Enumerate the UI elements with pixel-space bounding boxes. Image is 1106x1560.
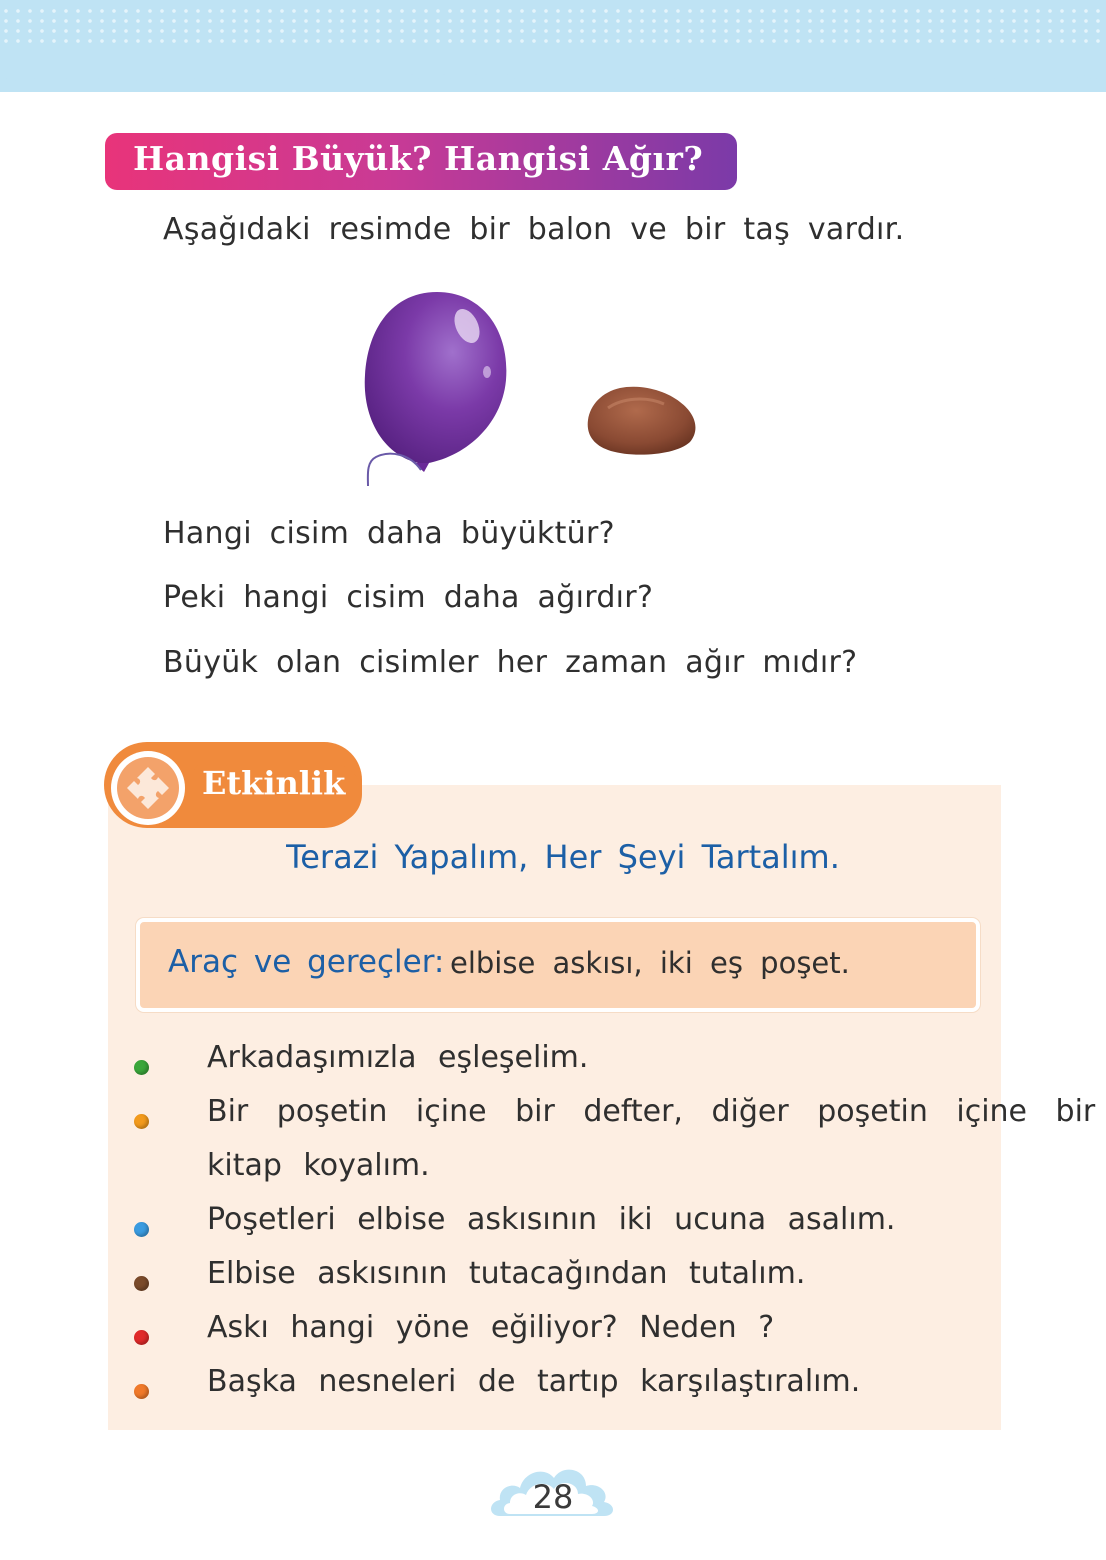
- bullet-yellow: [134, 1114, 149, 1129]
- materials-box: [136, 918, 980, 1012]
- list-item: [0, 1256, 1106, 1310]
- question-3: Büyük olan cisimler her zaman ağır mıdır?: [163, 645, 858, 680]
- list-item: [0, 1364, 1106, 1418]
- step-text: Bir poşetin içine bir defter, diğer poşetin içine bir: [207, 1094, 1096, 1129]
- bullet-brown: [134, 1276, 149, 1291]
- activity-tab-label: Etkinlik: [202, 764, 346, 802]
- top-decorative-band: [0, 0, 1106, 92]
- list-item: [0, 1094, 1106, 1202]
- step-text: Elbise askısının tutacağından tutalım.: [207, 1256, 806, 1291]
- balloon-stone-illustration: [350, 280, 730, 495]
- step-text: Arkadaşımızla eşleşelim.: [207, 1040, 589, 1075]
- dot-pattern: [0, 6, 1106, 46]
- step-text-continued: kitap koyalım.: [207, 1148, 430, 1183]
- list-item: [0, 1040, 1106, 1094]
- balloon-image: [365, 292, 507, 486]
- activity-emblem: [111, 751, 185, 825]
- step-text: Başka nesneleri de tartıp karşılaştıralım.: [207, 1364, 861, 1399]
- question-2: Peki hangi cisim daha ağırdır?: [163, 580, 654, 615]
- materials-text: elbise askısı, iki eş poşet.: [450, 946, 850, 980]
- step-text: Poşetleri elbise askısının iki ucuna asalım.: [207, 1202, 896, 1237]
- bullet-red: [134, 1330, 149, 1345]
- activity-title: Terazi Yapalım, Her Şeyi Tartalım.: [286, 838, 840, 876]
- question-1: Hangi cisim daha büyüktür?: [163, 516, 615, 551]
- section-title-banner: [105, 133, 737, 190]
- intro-text: Aşağıdaki resimde bir balon ve bir taş vardır.: [163, 212, 905, 247]
- bullet-green: [134, 1060, 149, 1075]
- puzzle-icon: [117, 757, 179, 819]
- list-item: [0, 1202, 1106, 1256]
- bullet-orange: [134, 1384, 149, 1399]
- stone-image: [588, 387, 696, 455]
- step-text: Askı hangi yöne eğiliyor? Neden ?: [207, 1310, 775, 1345]
- cloud-edge: [0, 56, 1106, 96]
- page-number: 28: [532, 1478, 574, 1516]
- list-item: [0, 1310, 1106, 1364]
- materials-label: Araç ve gereçler:: [168, 944, 445, 980]
- section-title: Hangisi Büyük? Hangisi Ağır?: [133, 139, 704, 178]
- bullet-blue: [134, 1222, 149, 1237]
